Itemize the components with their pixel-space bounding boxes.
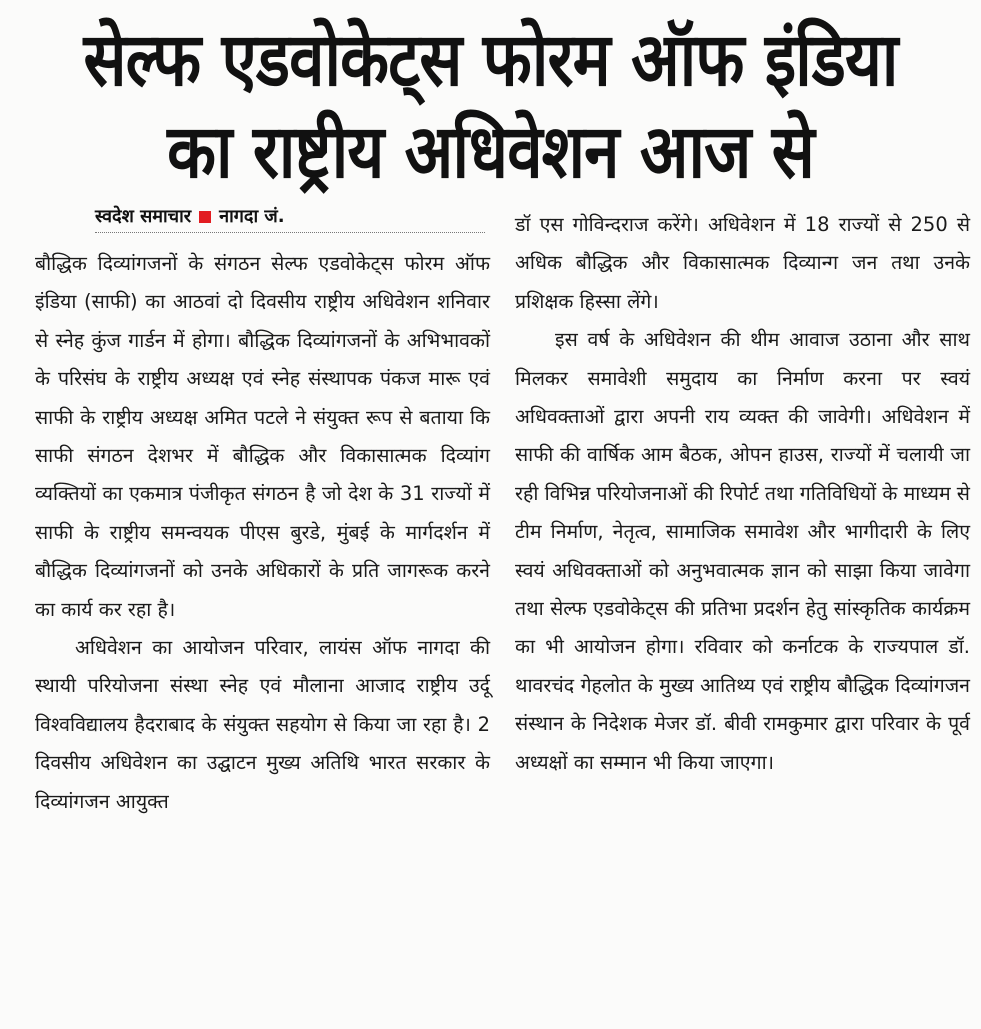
article-paragraph: अधिवेशन का आयोजन परिवार, लायंस ऑफ नागदा की स्थायी परियोजना संस्था स्नेह एवं मौलाना आजाद राष्ट्रीय उर्दू विश्वविद्यालय हैदराबाद के संयुक्त सहयोग से किया जा रहा है। 2 दिवसीय अधिवेशन का उद्घाटन मुख्य अतिथि भारत सरकार के दिव्यांगजन आयुक्त <box>35 636 490 813</box>
dateline <box>95 204 485 233</box>
headline <box>0 14 981 198</box>
article-paragraph: इस वर्ष के अधिवेशन की थीम आवाज उठाना और साथ मिलकर समावेशी समुदाय का निर्माण करना पर स्वयं अधिवक्ताओं द्वारा अपनी राय व्यक्त की जावेगी। अधिवेशन में साफी की वार्षिक आम बैठक, ओपन हाउस, राज्यों में चलायी जा रही विभिन्न परियोजनाओं की रिपोर्ट तथा गतिविधियों के माध्यम से टीम निर्माण, नेतृत्व, सामाजिक समावेश और भागीदारी के लिए स्वयं अधिवक्ताओं को अनुभवात्मक ज्ञान को साझा किया जावेगा तथा सेल्फ एडवोकेट्स की प्रतिभा प्रदर्शन हेतु सांस्कृतिक कार्यक्रम का भी आयोजन होगा। रविवार को कर्नाटक के राज्यपाल डॉ. थावरचंद गेहलोत के मुख्य आतिथ्य एवं राष्ट्रीय बौद्धिक दिव्यांगजन संस्थान के निदेशक मेजर डॉ. बीवी रामकुमार द्वारा परिवार के पूर्व अध्यक्षों का सम्मान भी किया जाएगा। <box>515 328 970 774</box>
article-column-left <box>35 245 490 821</box>
dateline-place: नागदा जं. <box>219 206 285 227</box>
headline-line-2: का राष्ट्रीय अधिवेशन आज से <box>167 109 814 195</box>
article-column-right <box>515 206 970 782</box>
bullet-square-icon <box>199 211 211 223</box>
article-paragraph: डॉ एस गोविन्दराज करेंगे। अधिवेशन में 18 राज्यों से 250 से अधिक बौद्धिक और विकासात्मक दिव्यान्ग जन तथा उनके प्रशिक्षक हिस्सा लेंगे। <box>515 213 970 313</box>
article-paragraph: बौद्धिक दिव्यांगजनों के संगठन सेल्फ एडवोकेट्स फोरम ऑफ इंडिया (साफी) का आठवां दो दिवसीय राष्ट्रीय अधिवेशन शनिवार से स्नेह कुंज गार्डन में होगा। बौद्धिक दिव्यांगजनों के अभिभावकों के परिसंघ के राष्ट्रीय अध्यक्ष एवं स्नेह संस्थापक पंकज मारू एवं साफी के राष्ट्रीय अध्यक्ष अमित पटले ने संयुक्त रूप से बताया कि साफी संगठन देशभर में बौद्धिक और विकासात्मक दिव्यांग व्यक्तियों का एकमात्र पंजीकृत संगठन है जो देश के 31 राज्यों में साफी के राष्ट्रीय समन्वयक पीएस बुरडे, मुंबई के मार्गदर्शन में बौद्धिक दिव्यांगजनों को उनके अधिकारों के प्रति जागरूक करने का कार्य कर रहा है। <box>35 252 490 621</box>
dateline-source: स्वदेश समाचार <box>95 206 192 227</box>
headline-line-1: सेल्फ एडवोकेट्स फोरम ऑफ इंडिया <box>83 17 898 103</box>
